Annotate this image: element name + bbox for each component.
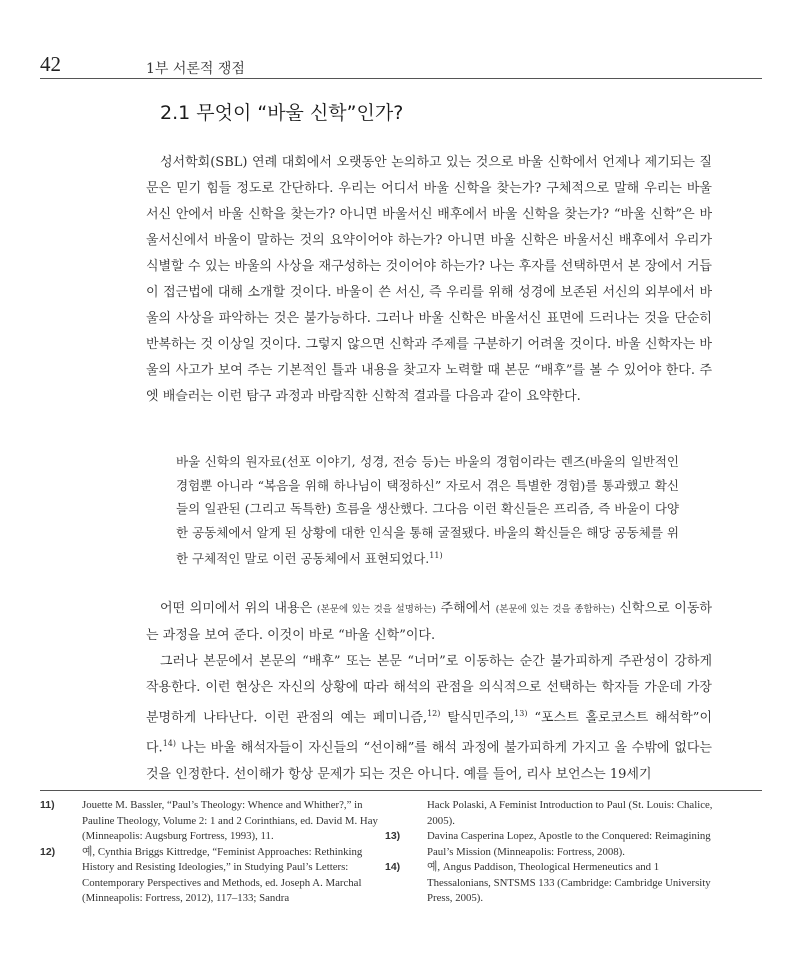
- paragraph-text: 성서학회(SBL) 연례 대회에서 오랫동안 논의하고 있는 것으로 바울 신학에서 언제나 제기되는 질문은 믿기 힘들 정도로 간단하다. 우리는 어디서 바울 신학을 찾는가? 구체적으로 말해 우리는 바울서신 안에서 바울 신학을 찾는가? 아니면 바울서신 배후에서 바울 신학을 찾는가? “바울 신학”은 바울서신에서 바울이 말하는 것의 요약이어야 하는가? 아니면 바울 신학은 바울서신 배후에서 우리가 식별할 수 있는 바울의 사상을 재구성하는 것이어야 하는가? 나는 후자를 선택하면서 본 장에서 거듭 이 접근법에 대해 소개할 것이다. 바울이 쓴 서신, 즉 우리를 위해 성경에 보존된 서신의 외부에서 바울의 사상을 파악하는 것은 불가능하다. 그러나 바울 신학은 바울서신 표면에 드러나는 것을 단순히 반복하는 것 이상일 것이다. 그렇지 않으면 신학과 주제를 구분하기 어려울 것이다. 바울 신학자는 바울의 사고가 보여 주는 기본적인 틀과 내용을 찾고자 노력할 때 본문 “배후”를 볼 수 있어야 한다. 주엣 배슬러는 이런 탐구 과정과 바람직한 신학적 결과를 다음과 같이 요약한다.: [146, 155, 712, 404]
- footnote-ref: 12): [427, 709, 441, 718]
- footnote-item: [385, 798, 715, 829]
- text-run: 탈식민주의,: [440, 710, 515, 726]
- inline-note: (본문에 있는 것을 설명하는): [316, 604, 436, 615]
- text-run: 신학으로 이동하는 과정을 보여 준다. 이것이 바로 “바울 신학”이다.: [146, 601, 712, 643]
- footnote-text: Davina Casperina Lopez, Apostle to the Conquered: Reimagining Paul’s Mission (Minneapolis: Fortress, 2008).: [427, 830, 711, 858]
- footnote-item: [40, 798, 380, 845]
- text-run: “포스트 홀로코스트 해석학”이다.: [146, 710, 712, 756]
- page-number: 42: [40, 52, 61, 76]
- quote-text: 바울 신학의 원자료(선포 이야기, 성경, 전승 등)는 바울의 경험이라는 렌즈(바울의 일반적인 경험뿐 아니라 “복음을 위해 하나님이 택정하신” 자로서 겪은 특별한 경험)를 통과했고 확신들의 일관된 (그리고 독특한) 흐름을 생산했다. 그다음 이런 확신들은 프리즘, 즉 바울이 다양한 공동체에서 알게 된 상황에 대한 인식을 통해 굴절됐다. 바울의 확신들은 해당 공동체를 위한 구체적인 말로 이런 공동체에서 표현되었다.: [176, 454, 679, 567]
- body-paragraph-1: [146, 150, 712, 410]
- footnote-item: [385, 829, 715, 860]
- header-rule: [40, 78, 762, 79]
- footnote-ref: 11): [429, 551, 443, 560]
- text-run: 어떤 의미에서 위의 내용은: [160, 601, 313, 616]
- footnote-text: Jouette M. Bassler, “Paul’s Theology: Whence and Whither?,” in Pauline Theology, Volume 2: 1 and 2 Corinthians, ed. David M. Hay (Minneapolis: Augsburg Fortress, 1993), 11.: [82, 799, 378, 842]
- footnote-item: [385, 860, 715, 907]
- footnote-number: 14): [385, 861, 401, 873]
- paragraph-text: [146, 649, 712, 788]
- footnote-text: Hack Polaski, A Feminist Introduction to Paul (St. Louis: Chalice, 2005).: [427, 799, 713, 827]
- footnote-number: 12): [40, 845, 56, 858]
- block-quote: [176, 450, 679, 571]
- text-run: 주해에서: [440, 601, 491, 616]
- footnote-number: [385, 798, 427, 829]
- running-head: 1부 서론적 쟁점: [146, 61, 245, 77]
- footnote-ref: 14): [162, 739, 177, 749]
- body-paragraph-2: [146, 596, 712, 788]
- footnote-text: 예, Angus Paddison, Theological Hermeneutics and 1 Thessalonians, SNTSMS 133 (Cambridge: Cambridge University Press, 2005).: [427, 861, 711, 904]
- footnotes-right-column: [385, 798, 715, 907]
- text-run: 그러나 본문에서 본문의 “배후” 또는 본문 “너머”로 이동하는 순간 불가피하게 주관성이 강하게 작용한다. 이런 현상은 자신의 상황에 따라 해석의 관점을 의식적으로 선택하는 학자들 가운데 가장 분명하게 나타난다. 이런 관점의 예는 페미니즘,: [146, 654, 712, 726]
- section-title: 2.1 무엇이 “바울 신학”인가?: [160, 102, 404, 124]
- footnote-ref: 13): [514, 709, 528, 718]
- footnotes-left-column: [40, 798, 380, 907]
- inline-note: (본문에 있는 것을 종합하는): [495, 604, 615, 615]
- footnote-number: 13): [385, 830, 401, 842]
- footnote-rule: [40, 790, 762, 791]
- footnote-text: 예, Cynthia Briggs Kittredge, “Feminist Approaches: Rethinking History and Resisting Ideologies,” in Studying Paul’s Letters: Contemporary Perspectives and Methods, ed. Joseph A. Marchal (Minneapolis: Fortress, 2012), 117–133; Sandra: [82, 845, 363, 904]
- text-run: 나는 바울 해석자들이 자신들의 “선이해”를 해석 과정에 불가피하게 가지고 올 수밖에 없다는 것을 인정한다. 선이해가 항상 문제가 되는 것은 아니다. 예를 들어, 리사 보언스는 19세기: [146, 740, 712, 782]
- footnote-item: [40, 845, 380, 907]
- footnote-number: 11): [40, 799, 55, 811]
- paragraph-text: [146, 596, 712, 649]
